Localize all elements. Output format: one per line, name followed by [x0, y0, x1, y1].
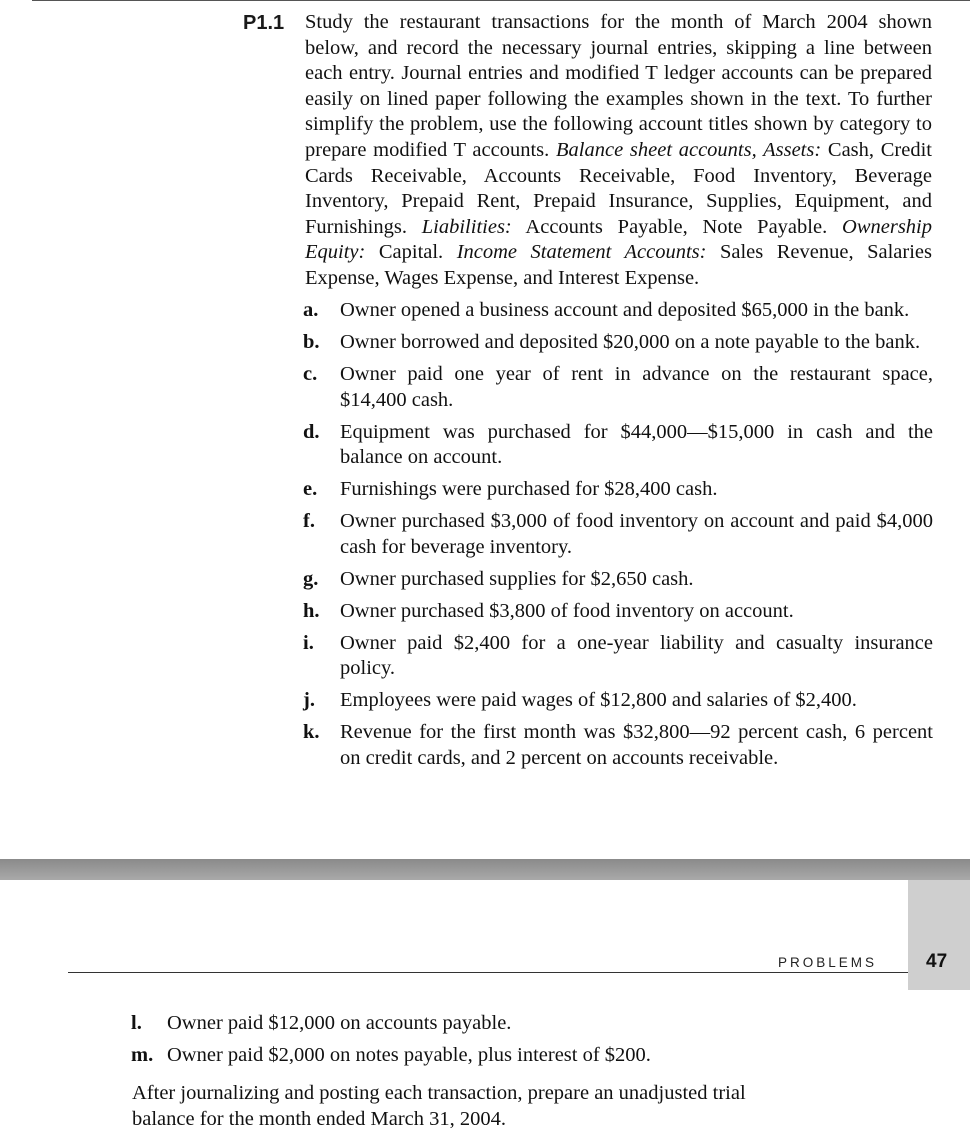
item-text: Owner purchased supplies for $2,650 cash.	[340, 567, 694, 590]
category-equity: Ownership Equity:	[305, 215, 932, 264]
item-letter: l.	[131, 1012, 142, 1034]
item-letter: k.	[303, 721, 320, 744]
list-item	[131, 1011, 771, 1037]
item-letter: j.	[303, 689, 315, 712]
item-text: Owner paid $2,400 for a one-year liability and casualty insurance policy.	[340, 631, 933, 680]
assets-list: Cash, Credit Cards Receivable, Accounts Receivable, Food Inventory, Beverage Inventory, Prepaid Rent, Prepaid Insurance, Supplies, Equipment, and Furnishings.	[305, 138, 932, 238]
list-item	[303, 330, 933, 356]
item-text: Furnishings were purchased for $28,400 cash.	[340, 478, 718, 501]
footer-section-label: PROBLEMS	[778, 955, 878, 970]
item-letter: f.	[303, 510, 315, 533]
list-item	[303, 631, 933, 682]
item-text: Revenue for the first month was $32,800—92 percent cash, 6 percent on credit cards, and 2 percent on accounts receivable.	[340, 721, 933, 769]
income-list: Sales Revenue, Salaries Expense, Wages Expense, and Interest Expense.	[305, 241, 932, 289]
item-text: Owner purchased $3,000 of food inventory on account and paid $4,000 cash for beverage inventory.	[340, 510, 933, 558]
category-liabilities: Liabilities:	[421, 215, 512, 238]
intro-text: Study the restaurant transactions for the month of March 2004 shown below, and record the necessary journal entries, skipping a line between each entry. Journal entries and modified T ledger accounts can be prepared easily on lined paper following the examples shown in the text. To further simplify the problem, use the following account titles shown by category to prepare modified T accounts.	[305, 11, 932, 161]
category-income: Income Statement Accounts:	[456, 241, 707, 264]
item-letter: i.	[303, 631, 314, 654]
list-item	[303, 688, 933, 714]
item-letter: m.	[131, 1043, 154, 1066]
item-text: Owner paid $2,000 on notes payable, plus interest of $200.	[167, 1043, 651, 1066]
item-text: Equipment was purchased for $44,000—$15,000 in cash and the balance on account.	[340, 420, 933, 469]
list-item	[303, 599, 933, 625]
top-rule	[32, 0, 970, 1]
page-break-band	[0, 859, 970, 880]
item-letter: c.	[303, 362, 318, 385]
item-letter: a.	[303, 299, 319, 321]
item-text: Owner opened a business account and deposited $65,000 in the bank.	[340, 299, 910, 321]
transaction-list-continued	[131, 1011, 771, 1074]
list-item	[303, 720, 933, 771]
item-letter: g.	[303, 567, 319, 590]
item-letter: e.	[303, 478, 318, 501]
item-letter: d.	[303, 420, 320, 443]
page-number: 47	[926, 951, 948, 972]
list-item	[303, 567, 933, 593]
item-text: Owner paid $12,000 on accounts payable.	[167, 1012, 512, 1034]
list-item	[131, 1043, 771, 1069]
item-letter: b.	[303, 330, 320, 353]
problem-statement	[305, 10, 932, 292]
footer-rule	[68, 972, 908, 973]
list-item	[303, 420, 933, 471]
list-item	[303, 509, 933, 560]
item-text: Owner purchased $3,800 of food inventory on account.	[340, 599, 794, 622]
equity-list: Capital.	[365, 241, 457, 264]
transaction-list	[303, 298, 933, 778]
liabilities-list: Accounts Payable, Note Payable.	[511, 215, 843, 238]
page-tab	[908, 880, 970, 990]
list-item	[303, 362, 933, 413]
item-text: Employees were paid wages of $12,800 and salaries of $2,400.	[340, 689, 857, 712]
item-text: Owner paid one year of rent in advance on the restaurant space, $14,400 cash.	[340, 362, 933, 411]
problem-number: P1.1	[243, 12, 285, 34]
item-letter: h.	[303, 599, 320, 622]
list-item	[303, 477, 933, 503]
category-assets: Balance sheet accounts, Assets:	[556, 138, 822, 161]
list-item	[303, 298, 933, 324]
item-text: Owner borrowed and deposited $20,000 on a note payable to the bank.	[340, 330, 921, 353]
closing-instruction: After journalizing and posting each transaction, prepare an unadjusted trial balance for the month ended March 31, 2004.	[132, 1082, 746, 1130]
